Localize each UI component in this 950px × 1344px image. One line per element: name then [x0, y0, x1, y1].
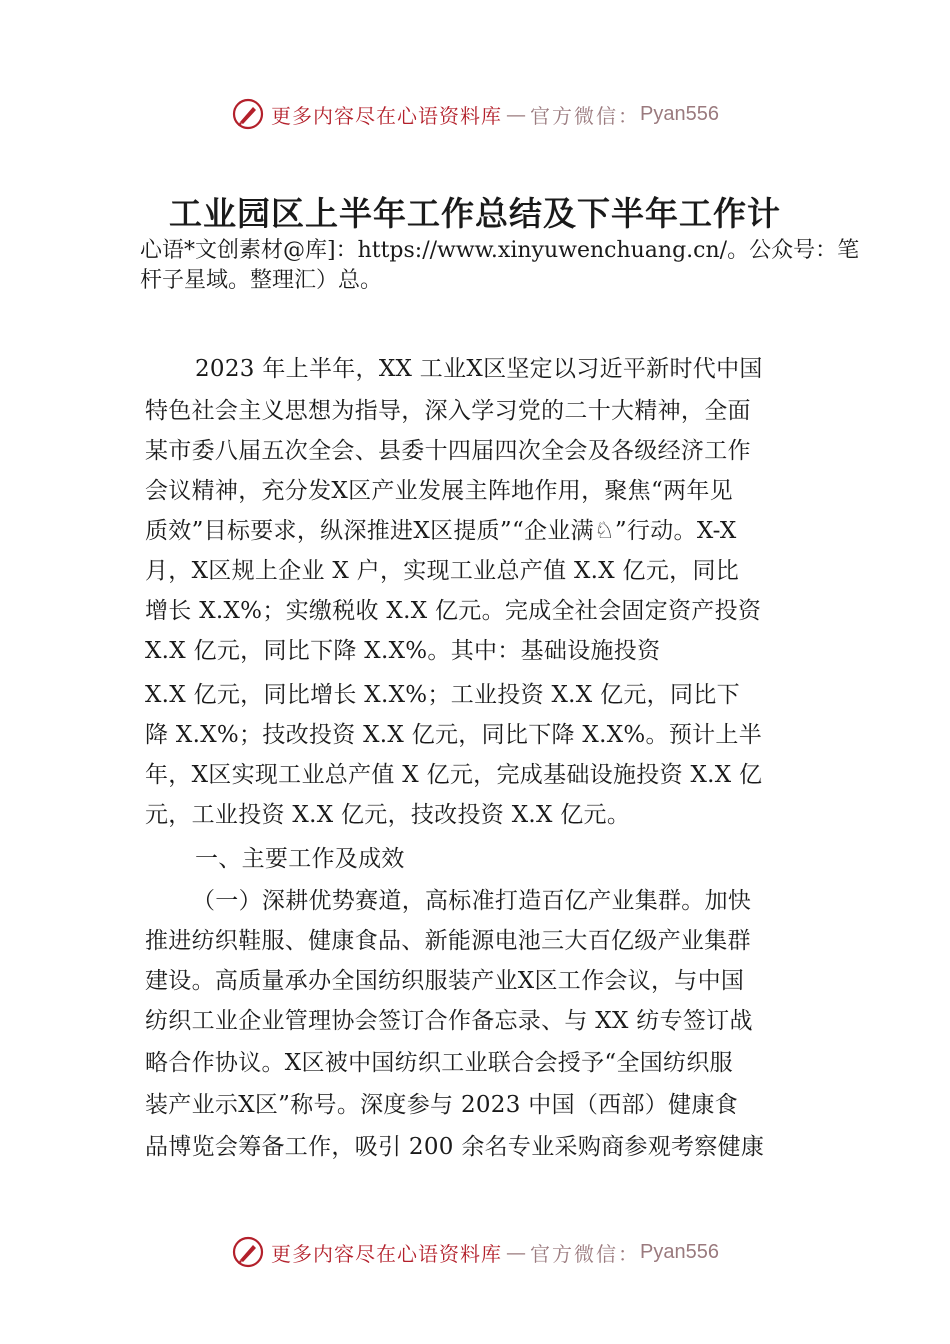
body-line: 月，Ⅹ区规上企业 X 户，实现工业总产值 X.X 亿元，同比 [145, 558, 740, 584]
body-line: 降 X.X%；技改投资 X.X 亿元，同比下降 X.X%。预计上半 [145, 722, 763, 748]
banner-separator: — [506, 1240, 527, 1264]
body-line: 推进纺织鞋服、健康食品、新能源电池三大百亿级产业集群 [145, 928, 751, 954]
banner-suffix: 官方微信： [530, 1241, 641, 1266]
body-line: 特色社会主义思想为指导，深入学习党的二十大精神，全面 [145, 398, 751, 424]
body-line: 质效”目标要求，纵深推进Ⅹ区提质”“企业满♘”行动。X-X [145, 518, 737, 544]
body-line: 2023 年上半年，XX 工业Ⅹ区坚定以习近平新时代中国 [195, 356, 763, 382]
body-line: 略合作协议。Ⅹ区被中国纺织工业联合会授予“全国纺织服 [145, 1050, 733, 1076]
body-line: 装产业示Ⅹ区”称号。深度参与 2023 中国（西部）健康食 [145, 1092, 738, 1118]
pen-logo-icon [231, 97, 265, 131]
banner-wechat-id: Pyan556 [640, 1240, 719, 1263]
banner-wechat-id: Pyan556 [640, 102, 719, 125]
banner-text: 更多内容尽在心语资料库 [271, 103, 503, 128]
body-line: 增长 X.X%；实缴税收 X.X 亿元。完成全社会固定资产投资 [145, 598, 762, 624]
body-line: X.X 亿元，同比增长 X.X%；工业投资 X.X 亿元，同比下 [145, 682, 740, 708]
banner-suffix: 官方微信： [530, 103, 641, 128]
body-line: 年，Ⅹ区实现工业总产值 X 亿元，完成基础设施投资 X.X 亿 [145, 762, 763, 788]
source-note: 心语*文创素材@库]：https://www.xinyuwenchuang.cn/。公众号：笔杆子星域。整理汇）总。 [140, 238, 860, 293]
body-line: 纺织工业企业管理协会签订合作备忘录、与 XX 纺专签订战 [145, 1008, 753, 1034]
section-heading: 一、主要工作及成效 [195, 846, 405, 872]
banner-text: 更多内容尽在心语资料库 [271, 1241, 503, 1266]
document-title: 工业园区上半年工作总结及下半年工作计 [169, 194, 781, 233]
body-line: （一）深耕优势赛道，高标准打造百亿产业集群。加快 [192, 888, 752, 914]
body-line: 建设。高质量承办全国纺织服装产业Ⅹ区工作会议，与中国 [145, 968, 745, 994]
header-banner [0, 94, 950, 134]
body-line: 品博览会筹备工作，吸引 200 余名专业采购商参观考察健康 [145, 1134, 765, 1160]
body-line: 某市委八届五次全会、县委十四届四次全会及各级经济工作 [145, 438, 751, 464]
banner-separator: — [506, 102, 527, 126]
pen-logo-icon [231, 1235, 265, 1269]
footer-banner [0, 1232, 950, 1272]
body-line: 元，工业投资 X.X 亿元，技改投资 X.X 亿元。 [145, 802, 631, 828]
body-line: X.X 亿元，同比下降 X.X%。其中：基础设施投资 [145, 638, 661, 664]
body-line: 会议精神，充分发Ⅹ区产业发展主阵地作用，聚焦“两年见 [145, 478, 733, 504]
